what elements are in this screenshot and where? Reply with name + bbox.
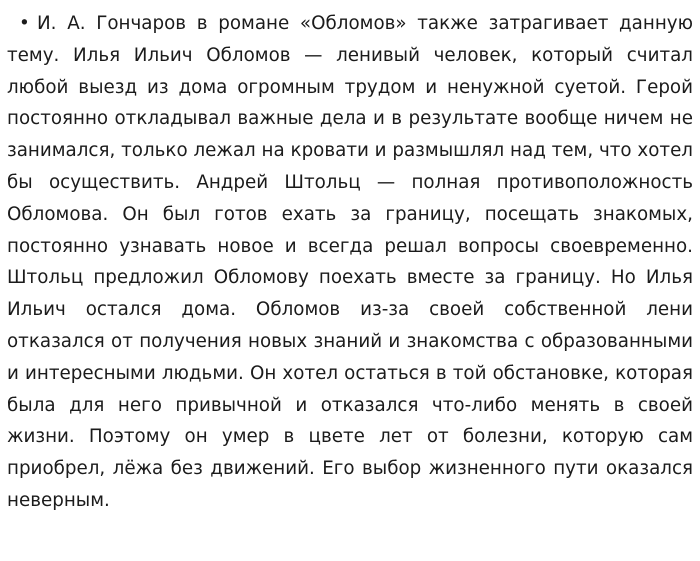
- paragraph-text: И. А. Гончаров в романе «Обломов» также затрагивает данную тему. Илья Ильич Обломов — ленивый человек, который считал любой выезд из дома огромным трудом и ненужной суетой. Герой постоянно откладывал важные дела и в результате вообще ничем не занимался, только лежал на кровати и размышлял над тем, что хотел бы осуществить. Андрей Штольц — полная противоположность Обломова. Он был готов ехать за границу, посещать знакомых, постоянно узнавать новое и всегда решал вопросы своевременно. Штольц предложил Обломову поехать вместе за границу. Но Илья Ильич остался дома. Обломов из-за своей собственной лени отказался от получения новых знаний и знакомства с образованными и интересными людьми. Он хотел остаться в той обстановке, которая была для него привычной и отказался что-либо менять в своей жизни. Поэтому он умер в цвете лет от болезни, которую сам приобрел, лёжа без движений. Его выбор жизненного пути оказался неверным.: [7, 13, 693, 511]
- bullet-marker: •: [19, 13, 30, 34]
- essay-paragraph: [7, 8, 693, 517]
